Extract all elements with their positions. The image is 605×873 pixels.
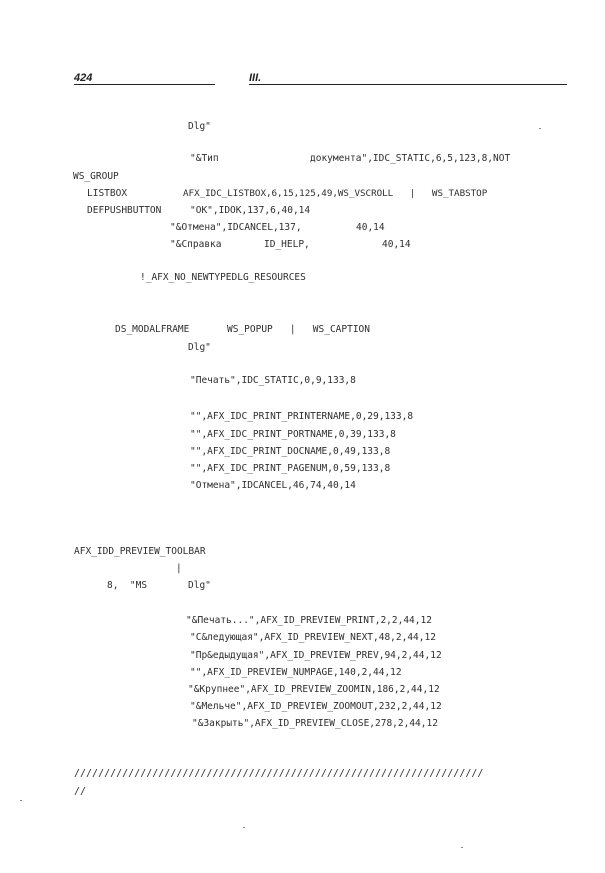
code-line: LISTBOX [87, 188, 128, 199]
code-line: "Отмена",IDCANCEL,46,74,40,14 [190, 480, 356, 491]
page-number: 424 [74, 72, 93, 84]
code-line: 40,14 [356, 222, 385, 233]
code-line: "&Справка [170, 239, 222, 250]
header-rule-left [74, 84, 215, 85]
code-line: "С&ледующая",AFX_ID_PREVIEW_NEXT,48,2,44,12 [190, 632, 436, 643]
code-line: 40,14 [382, 239, 411, 250]
code-line: AFX_IDC_LISTBOX,6,15,125,49,WS_VSCROLL | WS_TABSTOP [183, 188, 488, 199]
header-rule-right [249, 84, 567, 85]
code-line: !_AFX_NO_NEWTYPEDLG_RESOURCES [140, 272, 306, 283]
chapter-label: III. [249, 72, 262, 84]
code-line: документа",IDC_STATIC,6,5,123,8,NOT [310, 153, 511, 164]
code-line: "&Тип [190, 153, 219, 164]
code-line: "",AFX_IDC_PRINT_DOCNAME,0,49,133,8 [190, 446, 391, 457]
code-line: WS_GROUP [73, 171, 119, 182]
code-line: DEFPUSHBUTTON [87, 205, 162, 216]
code-line: WS_POPUP | WS_CAPTION [227, 324, 370, 335]
code-line: "Пр&едыдущая",AFX_ID_PREVIEW_PREV,94,2,44,12 [190, 650, 442, 661]
code-line: "OK",IDOK,137,6,40,14 [190, 205, 311, 216]
scan-speck [539, 128, 541, 129]
code-line: "",AFX_IDC_PRINT_PORTNAME,0,39,133,8 [190, 429, 396, 440]
code-line: Dlg" [188, 121, 211, 132]
code-line: DS_MODALFRAME [115, 324, 190, 335]
code-line: "",AFX_IDC_PRINT_PRINTERNAME,0,29,133,8 [190, 411, 414, 422]
scan-speck [243, 827, 245, 828]
code-line: AFX_IDD_PREVIEW_TOOLBAR [74, 546, 206, 557]
code-line: "&Мельче",AFX_ID_PREVIEW_ZOOMOUT,232,2,44,12 [190, 701, 442, 712]
scan-speck [20, 800, 22, 801]
code-line: Dlg" [188, 580, 211, 591]
comment-separator: //////////////////////////////////////////////////////////////////// [74, 768, 484, 779]
code-line: "Печать",IDC_STATIC,0,9,133,8 [190, 375, 356, 386]
comment-line: // [74, 786, 87, 797]
code-line: "&Закрыть",AFX_ID_PREVIEW_CLOSE,278,2,44,12 [192, 718, 438, 729]
code-line: Dlg" [188, 342, 211, 353]
code-line: "&Отмена",IDCANCEL,137, [170, 222, 302, 233]
code-line: "",AFX_ID_PREVIEW_NUMPAGE,140,2,44,12 [190, 667, 402, 678]
code-line: ID_HELP, [264, 239, 310, 250]
code-line: "&Печать...",AFX_ID_PREVIEW_PRINT,2,2,44,12 [186, 615, 432, 626]
code-line: "",AFX_IDC_PRINT_PAGENUM,0,59,133,8 [190, 463, 391, 474]
scan-speck [461, 847, 463, 848]
code-line: 8, "MS [107, 580, 148, 591]
code-line: "&Крупнее",AFX_ID_PREVIEW_ZOOMIN,186,2,44,12 [188, 684, 440, 695]
code-line: | [176, 563, 182, 574]
